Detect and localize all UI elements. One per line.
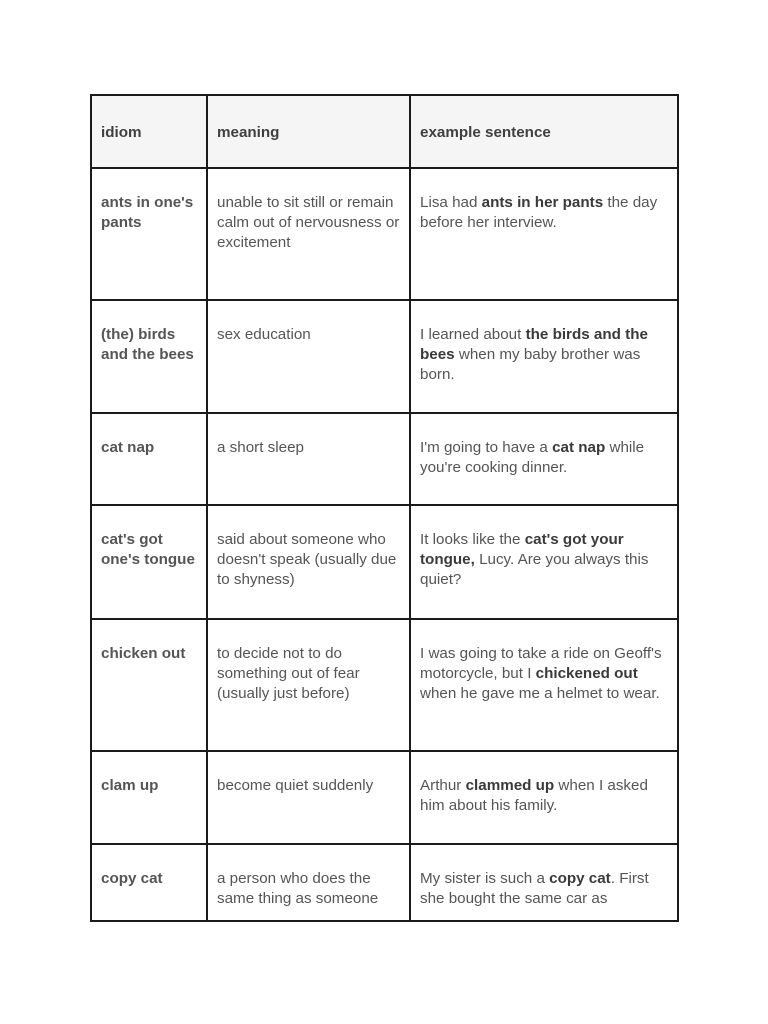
example-cell: [410, 413, 678, 505]
table-row: [91, 505, 678, 619]
example-text: I'm going to have a: [420, 439, 553, 456]
example-idiom: the birds and the bees: [420, 326, 648, 364]
table-row: [91, 413, 678, 505]
table-row: [91, 619, 678, 751]
example-idiom: cat nap: [552, 439, 606, 456]
example-idiom: clammed up: [465, 777, 555, 794]
example-cell: [410, 751, 678, 844]
meaning-cell: sex education: [207, 300, 410, 413]
idiom-cell: cat nap: [91, 413, 207, 505]
example-text: Arthur: [420, 777, 466, 794]
example-text: while you're cooking dinner.: [420, 439, 645, 477]
meaning-cell: unable to sit still or remain calm out of nervousness or excitement: [207, 168, 410, 300]
idiom-cell: chicken out: [91, 619, 207, 751]
example-text: when he gave me a helmet to wear.: [420, 685, 660, 703]
meaning-cell: become quiet suddenly: [207, 751, 410, 844]
example-text: My sister is such a: [420, 870, 550, 887]
header-idiom: idiom: [91, 95, 207, 168]
example-idiom: cat's got your tongue,: [420, 531, 624, 569]
example-idiom: chickened out: [535, 665, 638, 683]
idiom-cell: (the) birds and the bees: [91, 300, 207, 413]
example-cell: [410, 505, 678, 619]
example-text: It looks like the: [420, 531, 525, 548]
example-text: I was going to take a ride on Geoff's motorcycle, but I: [420, 645, 662, 683]
example-text: when I asked him about his family.: [420, 777, 648, 815]
idiom-cell: clam up: [91, 751, 207, 844]
example-idiom: copy cat: [549, 870, 611, 887]
idiom-cell: ants in one's pants: [91, 168, 207, 300]
idiom-cell: cat's got one's tongue: [91, 505, 207, 619]
example-idiom: ants in her pants: [481, 194, 604, 211]
table-row: [91, 751, 678, 844]
example-text: . First she bought the same car as: [420, 870, 649, 908]
example-text: when my baby brother was born.: [420, 346, 641, 384]
header-example: example sentence: [410, 95, 678, 168]
example-cell: [410, 844, 678, 921]
meaning-cell: said about someone who doesn't speak (usually due to shyness): [207, 505, 410, 619]
table-row: [91, 300, 678, 413]
meaning-cell: to decide not to do something out of fear (usually just before): [207, 619, 410, 751]
example-cell: [410, 619, 678, 751]
table-row: [91, 168, 678, 300]
example-text: I learned about: [420, 326, 526, 343]
example-text: Lucy. Are you always this quiet?: [420, 551, 649, 589]
header-meaning: meaning: [207, 95, 410, 168]
idiom-table: [90, 94, 679, 922]
example-cell: [410, 300, 678, 413]
meaning-cell: a short sleep: [207, 413, 410, 505]
meaning-cell: a person who does the same thing as someone: [207, 844, 410, 921]
idiom-cell: copy cat: [91, 844, 207, 921]
example-cell: [410, 168, 678, 300]
example-text: the day before her interview.: [420, 194, 658, 232]
table-row: [91, 844, 678, 921]
table-header-row: [91, 95, 678, 168]
example-text: Lisa had: [420, 194, 482, 211]
